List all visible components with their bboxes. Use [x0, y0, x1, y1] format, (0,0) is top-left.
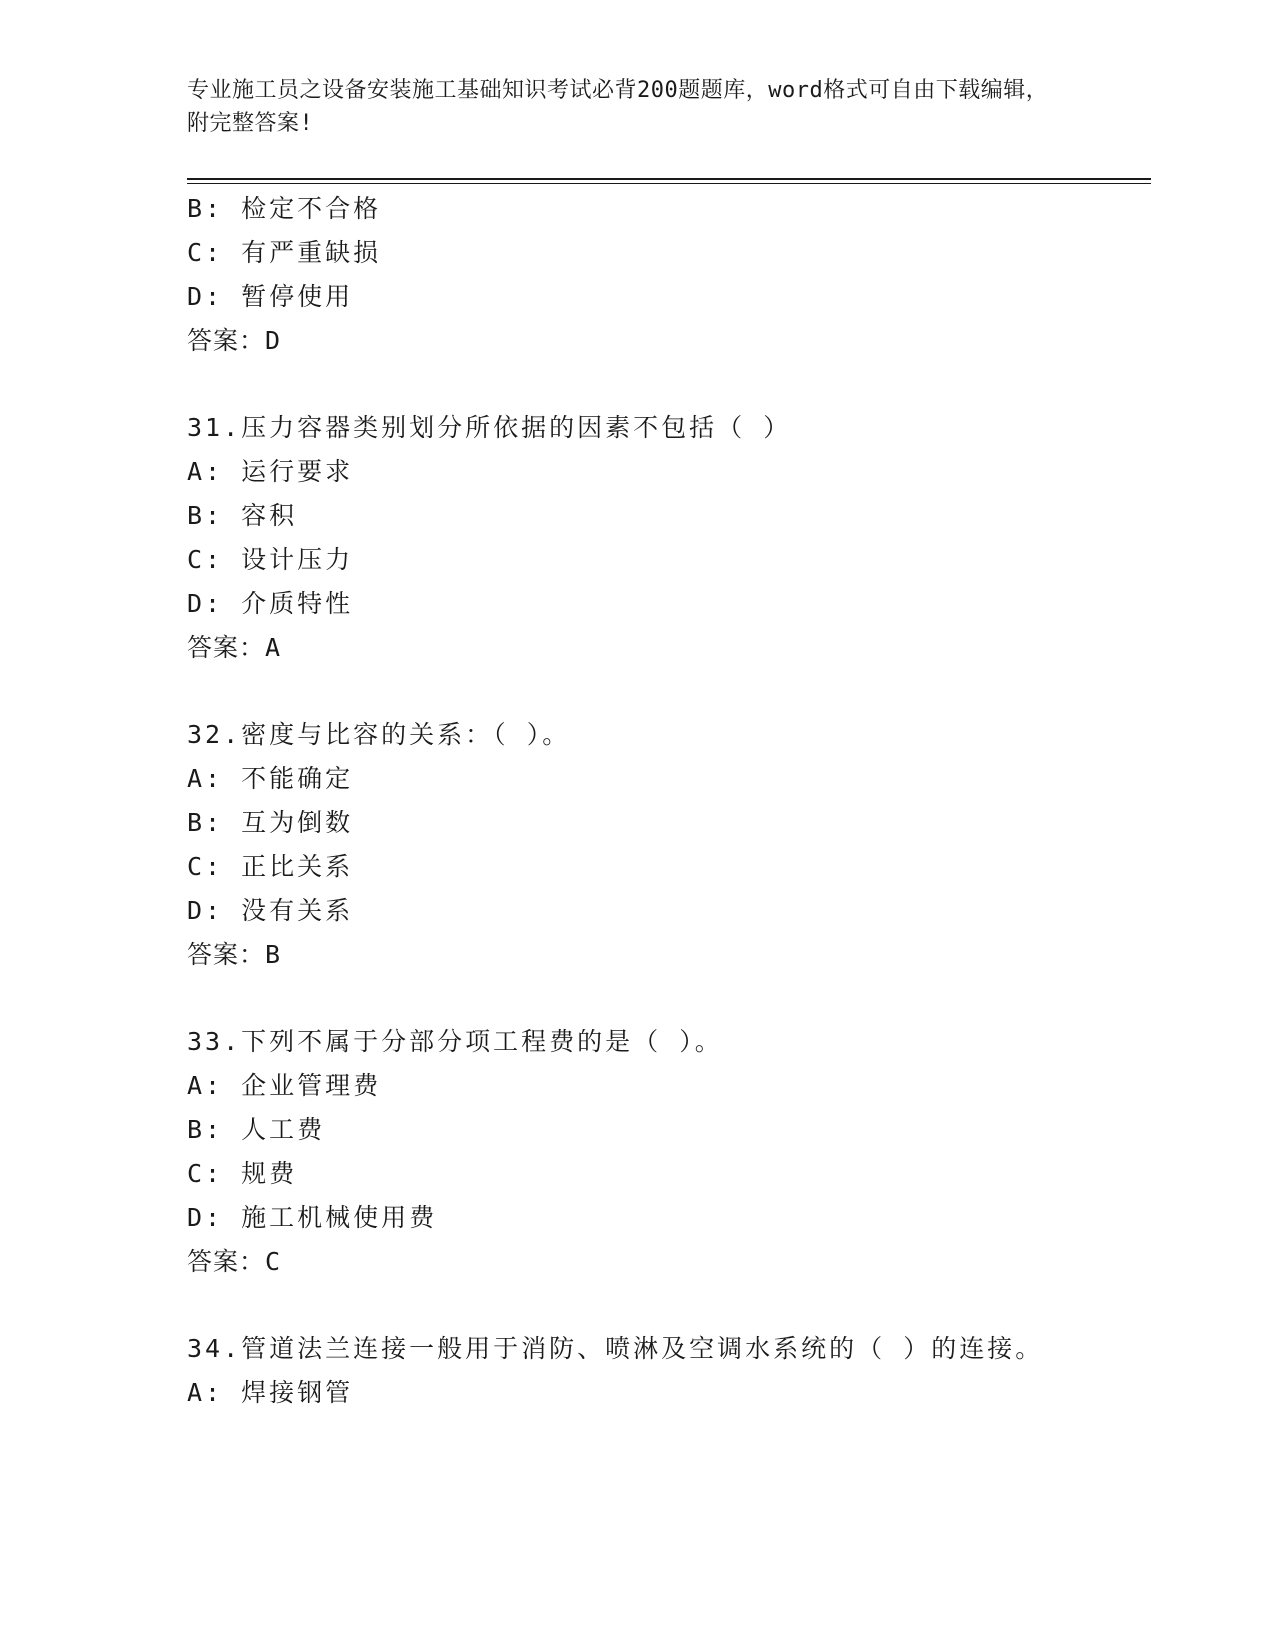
answer-label: 答案： — [187, 326, 266, 355]
answer-value: B — [265, 940, 282, 969]
option-c: C: 规费 — [187, 1159, 298, 1188]
question-stem: 33.下列不属于分部分项工程费的是（ ）。 — [187, 1027, 723, 1056]
option-c: C: 正比关系 — [187, 852, 354, 881]
header-divider-thin — [187, 183, 1151, 184]
option-d: D: 介质特性 — [187, 589, 354, 618]
answer-value: D — [265, 326, 282, 355]
answer-line — [187, 940, 281, 970]
option-b: B: 检定不合格 — [187, 194, 382, 223]
answer-line — [187, 1247, 281, 1277]
option-a: A: 运行要求 — [187, 457, 354, 486]
header-divider-thick — [187, 178, 1151, 180]
document-header-title: 专业施工员之设备安装施工基础知识考试必背200题题库，word格式可自由下载编辑，附完整答案! — [187, 78, 1049, 136]
option-c: C: 设计压力 — [187, 545, 354, 574]
option-d: D: 施工机械使用费 — [187, 1203, 438, 1232]
answer-line — [187, 633, 281, 663]
answer-line — [187, 326, 281, 356]
option-c: C: 有严重缺损 — [187, 238, 382, 267]
question-stem: 32.密度与比容的关系：（ ）。 — [187, 720, 571, 749]
answer-label: 答案： — [187, 633, 266, 662]
question-stem: 31.压力容器类别划分所依据的因素不包括（ ） — [187, 413, 792, 442]
answer-label: 答案： — [187, 940, 266, 969]
answer-value: A — [265, 633, 282, 662]
option-a: A: 不能确定 — [187, 764, 354, 793]
option-d: D: 没有关系 — [187, 896, 354, 925]
option-b: B: 人工费 — [187, 1115, 326, 1144]
answer-value: C — [265, 1247, 282, 1276]
option-b: B: 容积 — [187, 501, 298, 530]
option-a: A: 焊接钢管 — [187, 1378, 354, 1407]
option-d: D: 暂停使用 — [187, 282, 354, 311]
question-stem: 34.管道法兰连接一般用于消防、喷淋及空调水系统的（ ）的连接。 — [187, 1334, 1044, 1363]
option-a: A: 企业管理费 — [187, 1071, 382, 1100]
answer-label: 答案： — [187, 1247, 266, 1276]
option-b: B: 互为倒数 — [187, 808, 354, 837]
